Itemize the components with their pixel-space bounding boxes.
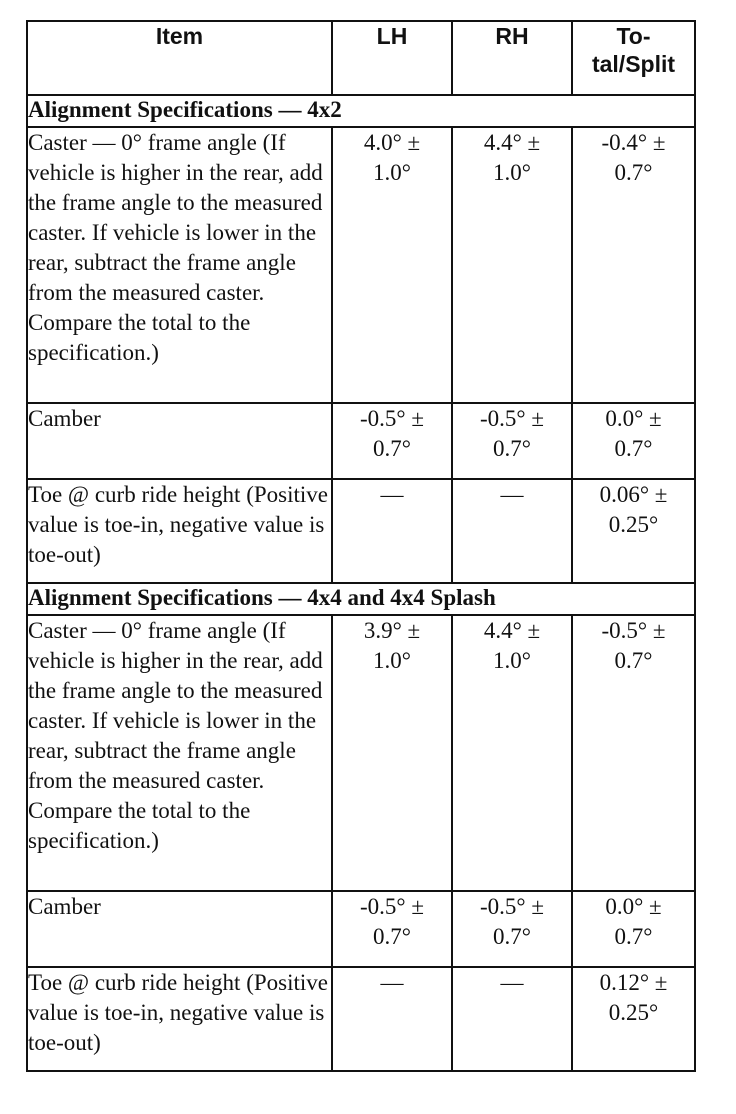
item-cell: Toe @ curb ride height (Positive value is toe-in, negative value is toe-out) [27,967,332,1071]
section-row-4x2 [27,95,695,127]
total-cell: 0.0° ± 0.7° [572,891,695,967]
lh-cell: -0.5° ± 0.7° [332,403,452,479]
table-row [27,615,695,891]
header-total-split [572,21,695,95]
item-cell: Camber [27,403,332,479]
section-title: Alignment Specifications — 4x4 and 4x4 Splash [27,583,695,615]
header-rh: RH [452,21,572,95]
lh-cell: — [332,479,452,583]
lh-cell: -0.5° ± 0.7° [332,891,452,967]
item-cell: Caster — 0° frame angle (If vehicle is higher in the rear, add the frame angle to the measured caster. If vehicle is lower in the rear, subtract the frame angle from the measured caster. Compare the total to the specification.) [27,127,332,403]
item-cell: Toe @ curb ride height (Positive value is toe-in, negative value is toe-out) [27,479,332,583]
rh-cell: -0.5° ± 0.7° [452,891,572,967]
rh-cell: 4.4° ± 1.0° [452,127,572,403]
header-lh: LH [332,21,452,95]
header-total-line1: To- [616,23,651,49]
lh-cell: 3.9° ± 1.0° [332,615,452,891]
alignment-spec-table [26,20,696,1072]
rh-cell: — [452,479,572,583]
table-row [27,967,695,1071]
total-cell: -0.4° ± 0.7° [572,127,695,403]
table-row [27,127,695,403]
lh-cell: — [332,967,452,1071]
item-cell: Camber [27,891,332,967]
total-cell: 0.06° ± 0.25° [572,479,695,583]
section-row-4x4 [27,583,695,615]
rh-cell: -0.5° ± 0.7° [452,403,572,479]
table-row [27,479,695,583]
header-item: Item [27,21,332,95]
rh-cell: — [452,967,572,1071]
header-row [27,21,695,95]
total-cell: -0.5° ± 0.7° [572,615,695,891]
rh-cell: 4.4° ± 1.0° [452,615,572,891]
table-row [27,891,695,967]
item-cell: Caster — 0° frame angle (If vehicle is higher in the rear, add the frame angle to the measured caster. If vehicle is lower in the rear, subtract the frame angle from the measured caster. Compare the total to the specification.) [27,615,332,891]
header-total-line2: tal/Split [591,51,676,77]
lh-cell: 4.0° ± 1.0° [332,127,452,403]
total-cell: 0.12° ± 0.25° [572,967,695,1071]
total-cell: 0.0° ± 0.7° [572,403,695,479]
section-title: Alignment Specifications — 4x2 [27,95,695,127]
table-row [27,403,695,479]
